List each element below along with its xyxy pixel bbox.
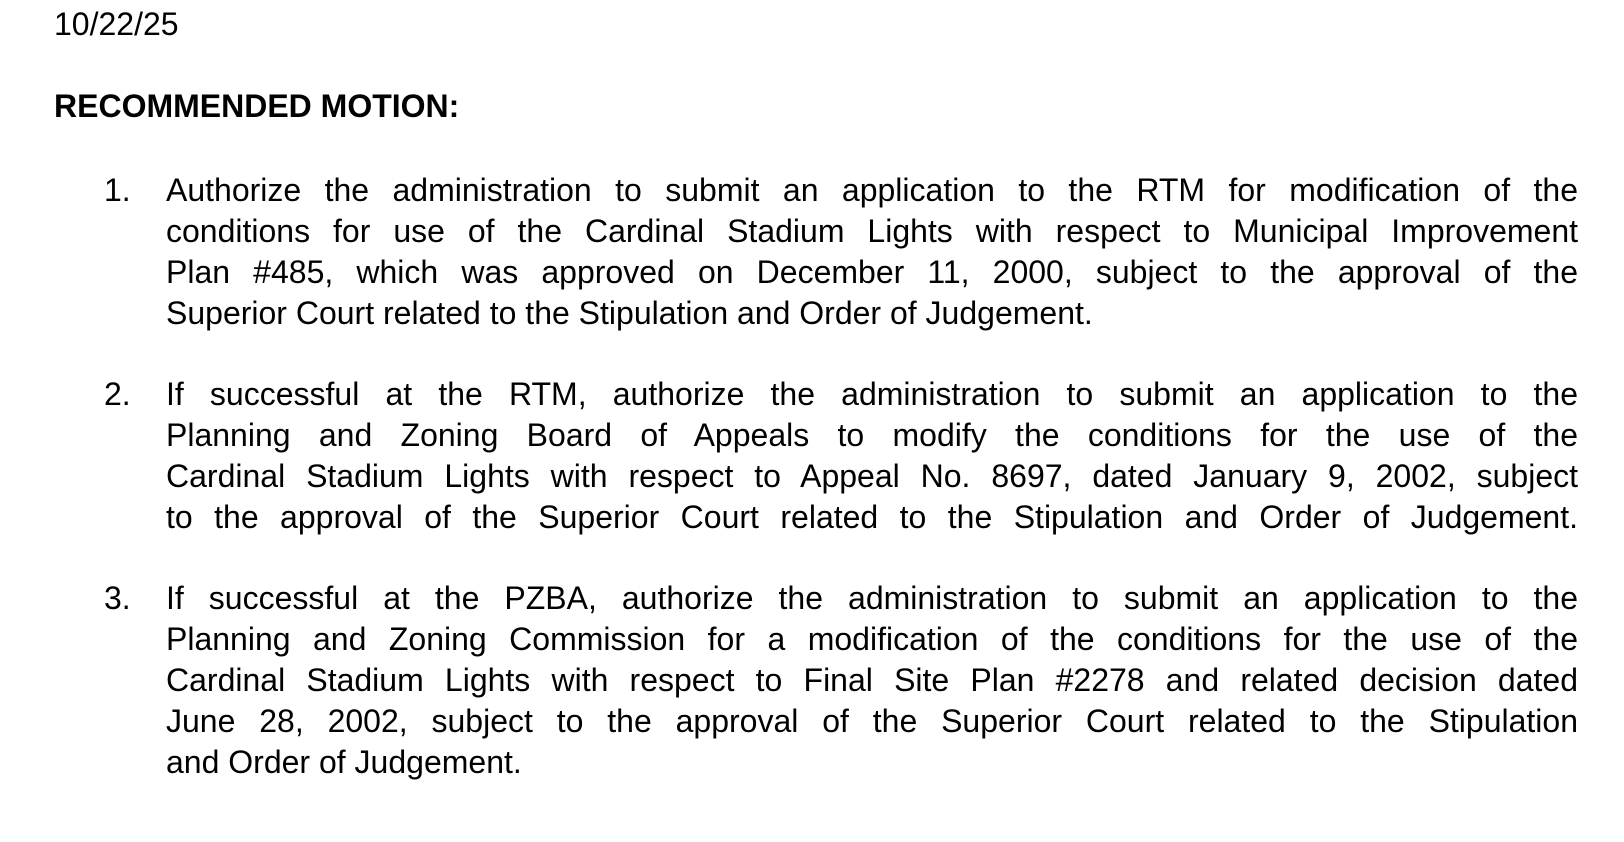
motion-2-line-4: to the approval of the Superior Court related to the Stipulation and Order of Judgement. (166, 499, 1578, 535)
motion-1-line-2: conditions for use of the Cardinal Stadium Lights with respect to Municipal Improvement (166, 213, 1578, 249)
motion-3-line-1: If successful at the PZBA, authorize the administration to submit an application to the (166, 580, 1578, 616)
motion-2-line-3: Cardinal Stadium Lights with respect to Appeal No. 8697, dated January 9, 2002, subject (166, 458, 1578, 494)
motion-text-3 (166, 578, 1578, 783)
motion-1-line-3: Plan #485, which was approved on December 11, 2000, subject to the approval of the (166, 254, 1578, 290)
motion-2-line-1: If successful at the RTM, authorize the administration to submit an application to the (166, 376, 1578, 412)
motion-number-2: 2. (104, 376, 131, 412)
motion-3-line-4: June 28, 2002, subject to the approval of the Superior Court related to the Stipulation (166, 703, 1578, 739)
motion-3-line-3: Cardinal Stadium Lights with respect to Final Site Plan #2278 and related decision dated (166, 662, 1578, 698)
motion-2-line-2: Planning and Zoning Board of Appeals to modify the conditions for the use of the (166, 417, 1578, 453)
motion-text-1 (166, 170, 1578, 334)
motion-1-line-4: Superior Court related to the Stipulation and Order of Judgement. (166, 295, 1093, 331)
section-heading: RECOMMENDED MOTION: (54, 88, 460, 124)
motion-3-line-2: Planning and Zoning Commission for a modification of the conditions for the use of the (166, 621, 1578, 657)
document-date: 10/22/25 (54, 6, 179, 42)
motion-number-3: 3. (104, 580, 131, 616)
motion-text-2 (166, 374, 1578, 538)
motion-number-1: 1. (104, 172, 131, 208)
motion-1-line-1: Authorize the administration to submit an application to the RTM for modification of the (166, 172, 1578, 208)
motion-3-line-5: and Order of Judgement. (166, 744, 522, 780)
